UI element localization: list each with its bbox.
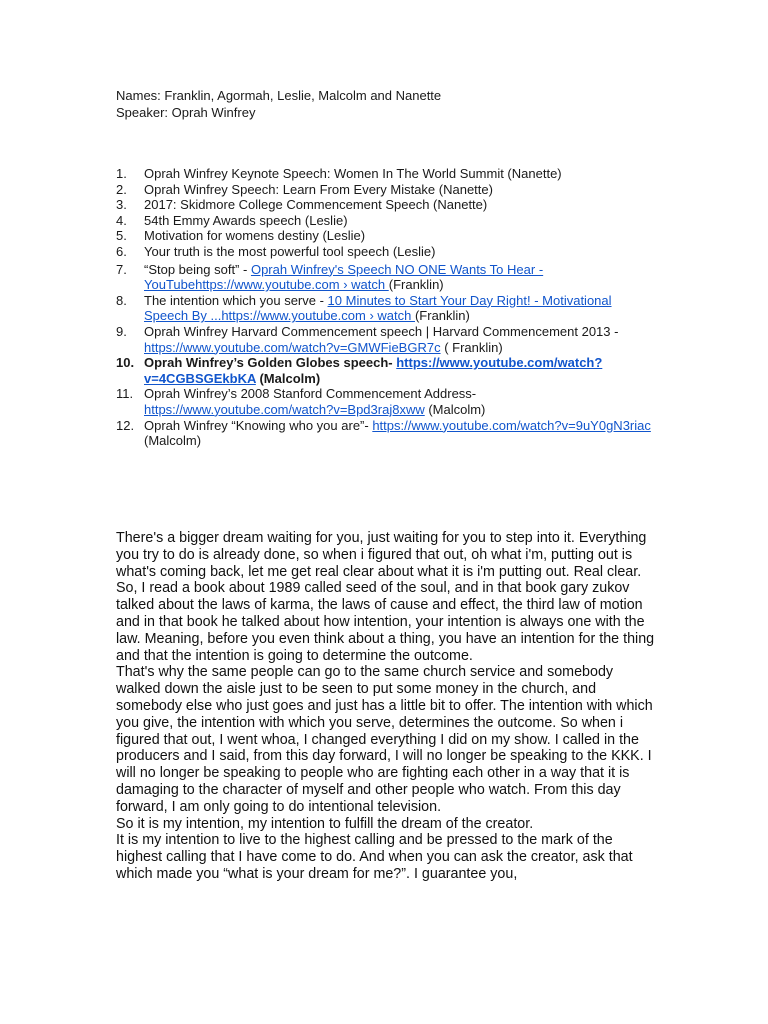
paragraph: So it is my intention, my intention to fulfill the dream of the creator. bbox=[116, 815, 534, 832]
video-link[interactable]: https://www.youtube.com/watch?v=GMWFieBGR7c bbox=[144, 339, 441, 355]
list-item: 9. Oprah Winfrey Harvard Commencement speech | Harvard Commencement 2013 - https://www.youtube.com/watch?v=GMWFieBGR7c ( Franklin) bbox=[116, 323, 619, 355]
names-line: Names: Franklin, Agormah, Leslie, Malcolm and Nanette bbox=[116, 88, 442, 103]
list-item: 6. Your truth is the most powerful tool speech (Leslie) bbox=[116, 243, 436, 259]
list-item: 3. 2017: Skidmore College Commencement Speech (Nanette) bbox=[116, 197, 488, 213]
speaker-line: Speaker: Oprah Winfrey bbox=[116, 105, 256, 120]
document-header bbox=[116, 87, 441, 121]
video-link[interactable]: 10 Minutes to Start Your Day Right! - Motivational Speech By ...https://www.youtube.com › watch bbox=[144, 292, 612, 324]
list-item: 7. “Stop being soft” - Oprah Winfrey's Speech NO ONE Wants To Hear - YouTubehttps://www.youtube.com › watch (Franklin) bbox=[116, 261, 544, 293]
transcript bbox=[116, 530, 656, 883]
list-item: 11. Oprah Winfrey’s 2008 Stanford Commencement Address- https://www.youtube.com/watch?v=Bpd3raj8xww (Malcolm) bbox=[116, 386, 486, 417]
list-item: 10. Oprah Winfrey’s Golden Globes speech- https://www.youtube.com/watch?v=4CGBSGEkbKA (Malcolm) bbox=[116, 355, 603, 386]
paragraph: There's a bigger dream waiting for you, just waiting for you to step into it. Everything you try to do is already done, so when i figured that out, oh what i'm, putting out is what's coming back, let me get real clear about what it is i'm putting out. Real clear. bbox=[116, 530, 647, 580]
paragraph: So, I read a book about 1989 called seed of the soul, and in that book gary zukov talked about the laws of karma, the laws of cause and effect, the third law of motion and in that book he talked about how intention, your intention is always one with the law. Meaning, before you even think about a thing, you have an intention for the thing and that the intention is going to determine the outcome. bbox=[116, 580, 655, 664]
list-item: 5. Motivation for womens destiny (Leslie) bbox=[116, 228, 366, 244]
list-item: 12. Oprah Winfrey “Knowing who you are”- https://www.youtube.com/watch?v=9uY0gN3riac (Malcolm) bbox=[116, 417, 651, 449]
list-item: 8. The intention which you serve - 10 Minutes to Start Your Day Right! - Motivational Speech By ...https://www.youtube.com › watch (Franklin) bbox=[116, 292, 612, 324]
list-item: 2. Oprah Winfrey Speech: Learn From Every Mistake (Nanette) bbox=[116, 181, 493, 197]
video-link[interactable]: https://www.youtube.com/watch?v=Bpd3raj8xww bbox=[144, 401, 425, 417]
list-item: 1. Oprah Winfrey Keynote Speech: Women In The World Summit (Nanette) bbox=[116, 166, 562, 181]
video-link[interactable]: https://www.youtube.com/watch?v=9uY0gN3riac bbox=[372, 417, 651, 433]
paragraph: It is my intention to live to the highest calling and be pressed to the mark of the highest calling that I have come to do. And when you can ask the creator, ask that which made you “what is your dream for me?”. I guarantee you, bbox=[116, 832, 633, 882]
paragraph: That's why the same people can go to the same church service and somebody walked down the aisle just to be seen to put some money in the church, and somebody else who just goes and just has a little bit to offer. The intention with which you give, the intention with which you serve, determines the outcome. So when i figured that out, I went whoa, I changed everything I did on my show. I called in the producers and I said, from this day forward, I will no longer be speaking to the KKK. I will no longer be speaking to people who are fighting each other in a way that it is damaging to the character of myself and other people who watch. From this day forward, I am only going to do intentional television. bbox=[116, 664, 653, 815]
list-item: 4. 54th Emmy Awards speech (Leslie) bbox=[116, 212, 348, 228]
video-link[interactable]: https://www.youtube.com/watch?v=4CGBSGEkbKA bbox=[144, 355, 603, 386]
video-link[interactable]: Oprah Winfrey's Speech NO ONE Wants To Hear - YouTubehttps://www.youtube.com › watch bbox=[144, 261, 544, 293]
speech-list bbox=[116, 166, 656, 449]
